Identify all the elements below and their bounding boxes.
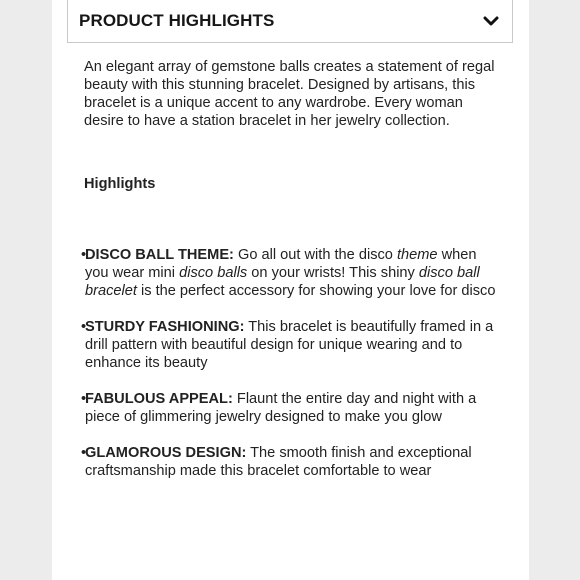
highlight-label: FABULOUS APPEAL: (85, 391, 233, 407)
bullet-marker: • (81, 445, 87, 461)
highlight-phrase: Flaunt the entire day and night with a piece of glimmering jewelry designed to make you glow (85, 391, 477, 425)
highlight-phrase: is the perfect accessory for showing your love for disco (136, 283, 496, 299)
highlight-item (81, 390, 504, 426)
highlight-text (85, 444, 504, 480)
bullet-marker: • (81, 319, 87, 335)
highlight-text (85, 246, 504, 300)
highlight-label: STURDY FASHIONING: (85, 319, 245, 335)
bullet-marker: • (81, 247, 87, 263)
highlight-item (81, 318, 504, 372)
highlight-italic-phrase: disco balls (179, 265, 248, 281)
highlight-phrase: The smooth finish and exceptional craftsmanship made this bracelet comfortable to wear (85, 445, 472, 479)
highlights-list (81, 246, 504, 480)
accordion-title: PRODUCT HIGHLIGHTS (79, 11, 275, 30)
product-highlights-accordion-header[interactable] (67, 0, 513, 43)
highlight-label: GLAMOROUS DESIGN: (85, 445, 247, 461)
highlights-heading: Highlights (84, 176, 156, 192)
highlight-item (81, 444, 504, 480)
highlight-italic-phrase: disco ball bracelet (85, 265, 480, 299)
description-text: An elegant array of gemstone balls creates a statement of regal beauty with this stunning bracelet. Designed by artisans, this bracelet is a unique accent to any wardrobe. Every woman desire to have a station bracelet in her jewelry collection. (84, 59, 495, 129)
bullet-marker: • (81, 391, 87, 407)
highlight-text (85, 390, 504, 426)
highlight-italic-phrase: theme (396, 247, 438, 263)
product-description (84, 58, 504, 130)
highlight-item (81, 246, 504, 300)
highlight-phrase: This bracelet is beautifully framed in a drill pattern with beautiful design for unique wearing and to enhance its beauty (85, 319, 494, 371)
highlight-phrase: Go all out with the disco (233, 247, 397, 263)
accordion-body (81, 58, 504, 498)
highlight-label: DISCO BALL THEME: (85, 247, 234, 263)
highlight-phrase: on your wrists! This shiny (247, 265, 419, 281)
highlight-text (85, 318, 504, 372)
highlight-phrase: when you wear mini (85, 247, 477, 281)
chevron-down-icon[interactable] (482, 12, 500, 30)
